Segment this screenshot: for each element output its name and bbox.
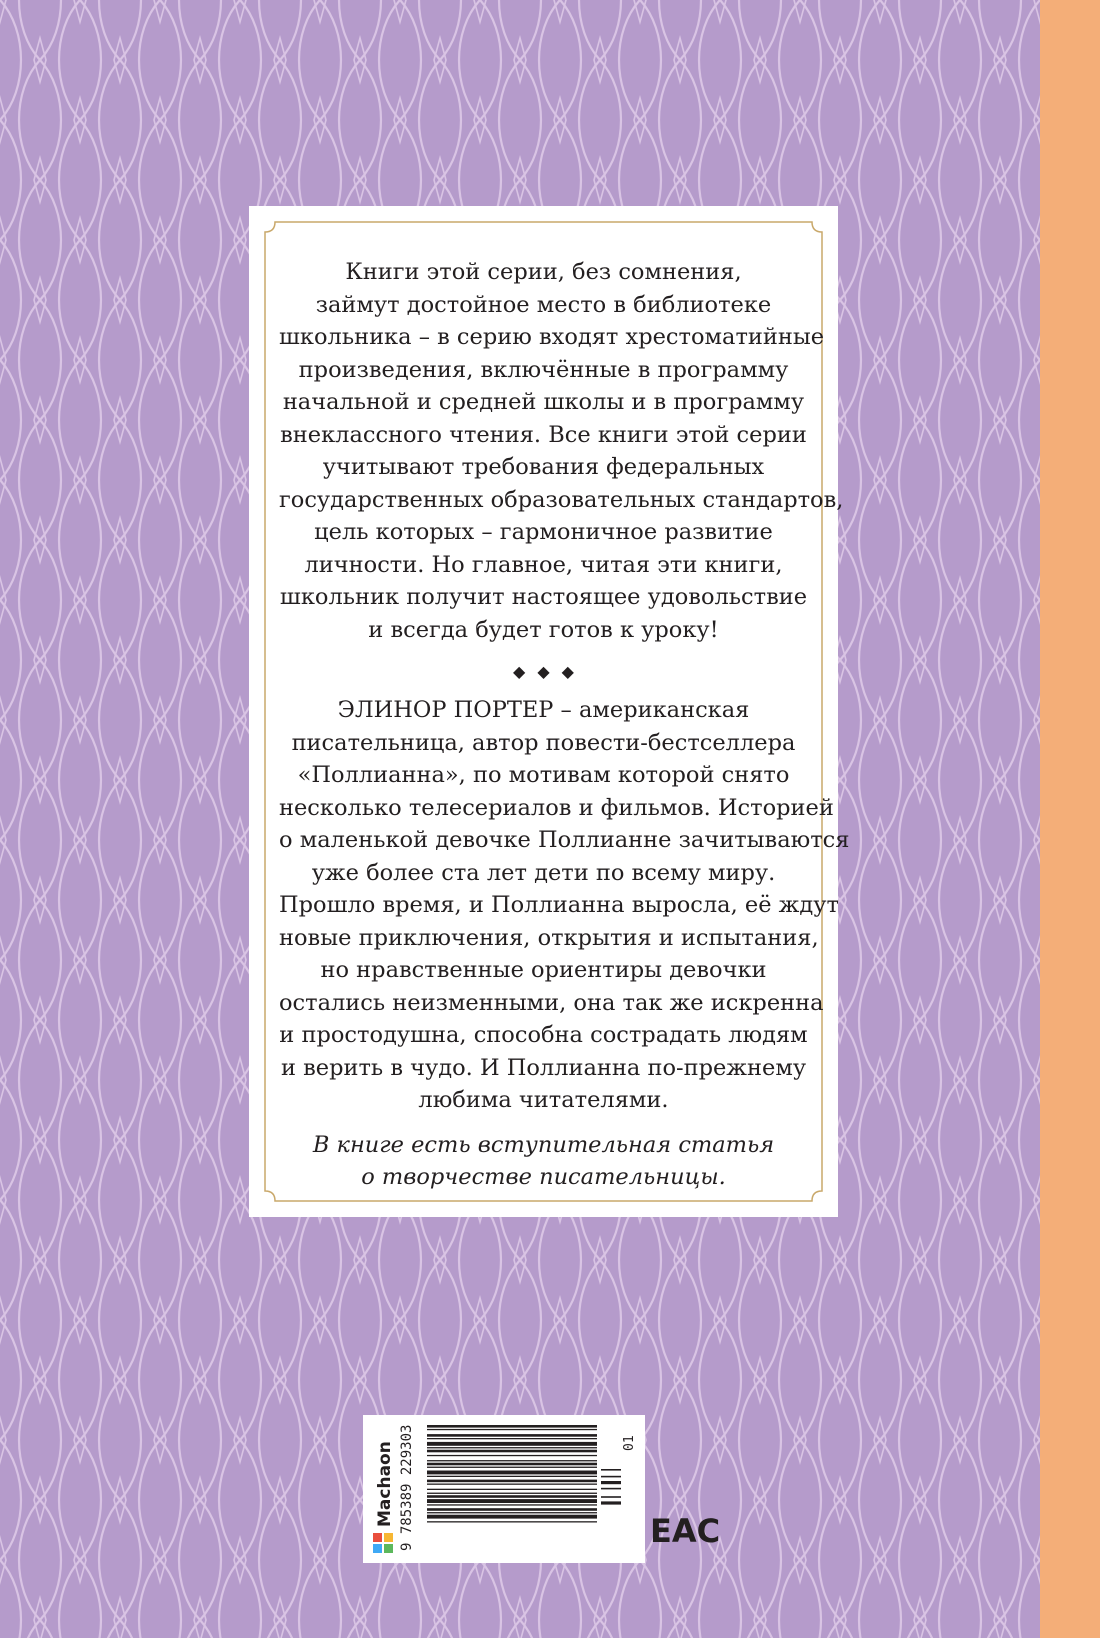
text-line: и всегда будет готов к уроку! bbox=[368, 616, 719, 643]
text-line: внеклассного чтения. Все книги этой серии bbox=[280, 421, 807, 448]
series-description bbox=[279, 256, 844, 646]
barcode-bar bbox=[427, 1493, 597, 1494]
text-line: В книге есть вступительная статья bbox=[312, 1131, 775, 1158]
barcode-bar bbox=[427, 1467, 597, 1468]
eac-mark-icon bbox=[649, 1500, 721, 1550]
text-line: любима читателями. bbox=[418, 1087, 669, 1113]
text-line: Прошло время, и Поллианна выросла, её ждут bbox=[279, 892, 839, 918]
text-line: произведения, включённые в программу bbox=[298, 356, 789, 383]
text-line: писательница, автор повести-бестселлера bbox=[291, 729, 796, 756]
barcode-bar bbox=[427, 1515, 597, 1519]
barcode-bar bbox=[427, 1447, 597, 1448]
barcode-digits: 9 785389 229303 bbox=[399, 1424, 415, 1551]
barcode-bar bbox=[427, 1438, 597, 1439]
text-line: школьник получит настоящее удовольствие bbox=[279, 584, 808, 610]
barcode-bar bbox=[427, 1480, 597, 1483]
barcode-bar bbox=[427, 1463, 597, 1466]
barcode-addon-bar bbox=[601, 1501, 621, 1504]
text-line: займут достойное место в библиотеке bbox=[315, 291, 772, 318]
barcode-addon-bar bbox=[601, 1476, 621, 1478]
barcode-bar bbox=[427, 1455, 597, 1456]
barcode-bar bbox=[427, 1429, 597, 1430]
publisher-logo-icon bbox=[369, 1421, 397, 1557]
barcode-bar bbox=[427, 1476, 597, 1477]
text-line: ЭЛИНОР ПОРТЕР – американская bbox=[337, 697, 750, 723]
text-line: и простодушна, способна сострадать людям bbox=[279, 1022, 808, 1048]
barcode-bar bbox=[427, 1450, 597, 1453]
intro-article-note bbox=[279, 1129, 808, 1194]
barcode-bar bbox=[427, 1521, 597, 1522]
barcode-addon-bar bbox=[601, 1469, 621, 1471]
text-line: личности. Но главное, читая эти книги, bbox=[304, 551, 783, 578]
barcode-bar bbox=[427, 1460, 597, 1461]
barcode-bar bbox=[427, 1442, 597, 1446]
spine-strip bbox=[1040, 0, 1100, 1638]
barcode-bar bbox=[427, 1512, 597, 1513]
text-line: уже более ста лет дети по всему миру. bbox=[311, 859, 776, 886]
text-line: «Поллианна», по мотивам которой снято bbox=[297, 762, 790, 788]
barcode-bar bbox=[427, 1489, 597, 1490]
barcode-bar bbox=[427, 1508, 597, 1511]
author-description bbox=[279, 694, 850, 1117]
eac-text: EAC bbox=[649, 1512, 721, 1550]
barcode-box bbox=[363, 1415, 645, 1563]
text-line: о творчестве писательницы. bbox=[361, 1164, 726, 1190]
barcode bbox=[401, 1421, 639, 1557]
barcode-addon-bar bbox=[601, 1496, 621, 1498]
barcode-addon-bar bbox=[601, 1481, 621, 1484]
barcode-bar bbox=[427, 1495, 597, 1498]
barcode-bar bbox=[427, 1484, 597, 1485]
barcode-bar bbox=[427, 1425, 597, 1428]
text-line: цель которых – гармоничное развитие bbox=[314, 519, 773, 545]
barcode-addon: 01 bbox=[622, 1435, 637, 1451]
barcode-bar bbox=[427, 1471, 597, 1475]
text-line: и верить в чудо. И Поллианна по-прежнему bbox=[280, 1054, 807, 1081]
barcode-bar bbox=[427, 1504, 597, 1505]
text-line: начальной и средней школы и в программу bbox=[282, 389, 805, 415]
text-line: остались неизменными, она так же искренна bbox=[279, 989, 824, 1016]
text-line: о маленькой девочке Поллианне зачитываются bbox=[279, 827, 850, 853]
text-line: школьника – в серию входят хрестоматийные bbox=[279, 324, 825, 350]
text-line: несколько телесериалов и фильмов. Историей bbox=[279, 794, 834, 821]
publisher-name: Machaon bbox=[375, 1441, 395, 1527]
text-line: учитывают требования федеральных bbox=[322, 454, 765, 480]
barcode-bars bbox=[427, 1425, 621, 1523]
text-line: новые приключения, открытия и испытания, bbox=[279, 924, 819, 951]
text-line: Книги этой серии, без сомнения, bbox=[345, 259, 742, 285]
text-line: но нравственные ориентиры девочки bbox=[320, 957, 767, 983]
text-line: государственных образовательных стандартов, bbox=[279, 486, 844, 513]
barcode-bar bbox=[427, 1499, 597, 1503]
diamond-divider-icon: ◆◆◆ bbox=[513, 662, 586, 681]
barcode-bar bbox=[427, 1434, 597, 1437]
barcode-addon-bar bbox=[601, 1488, 621, 1490]
description-panel bbox=[249, 206, 850, 1217]
